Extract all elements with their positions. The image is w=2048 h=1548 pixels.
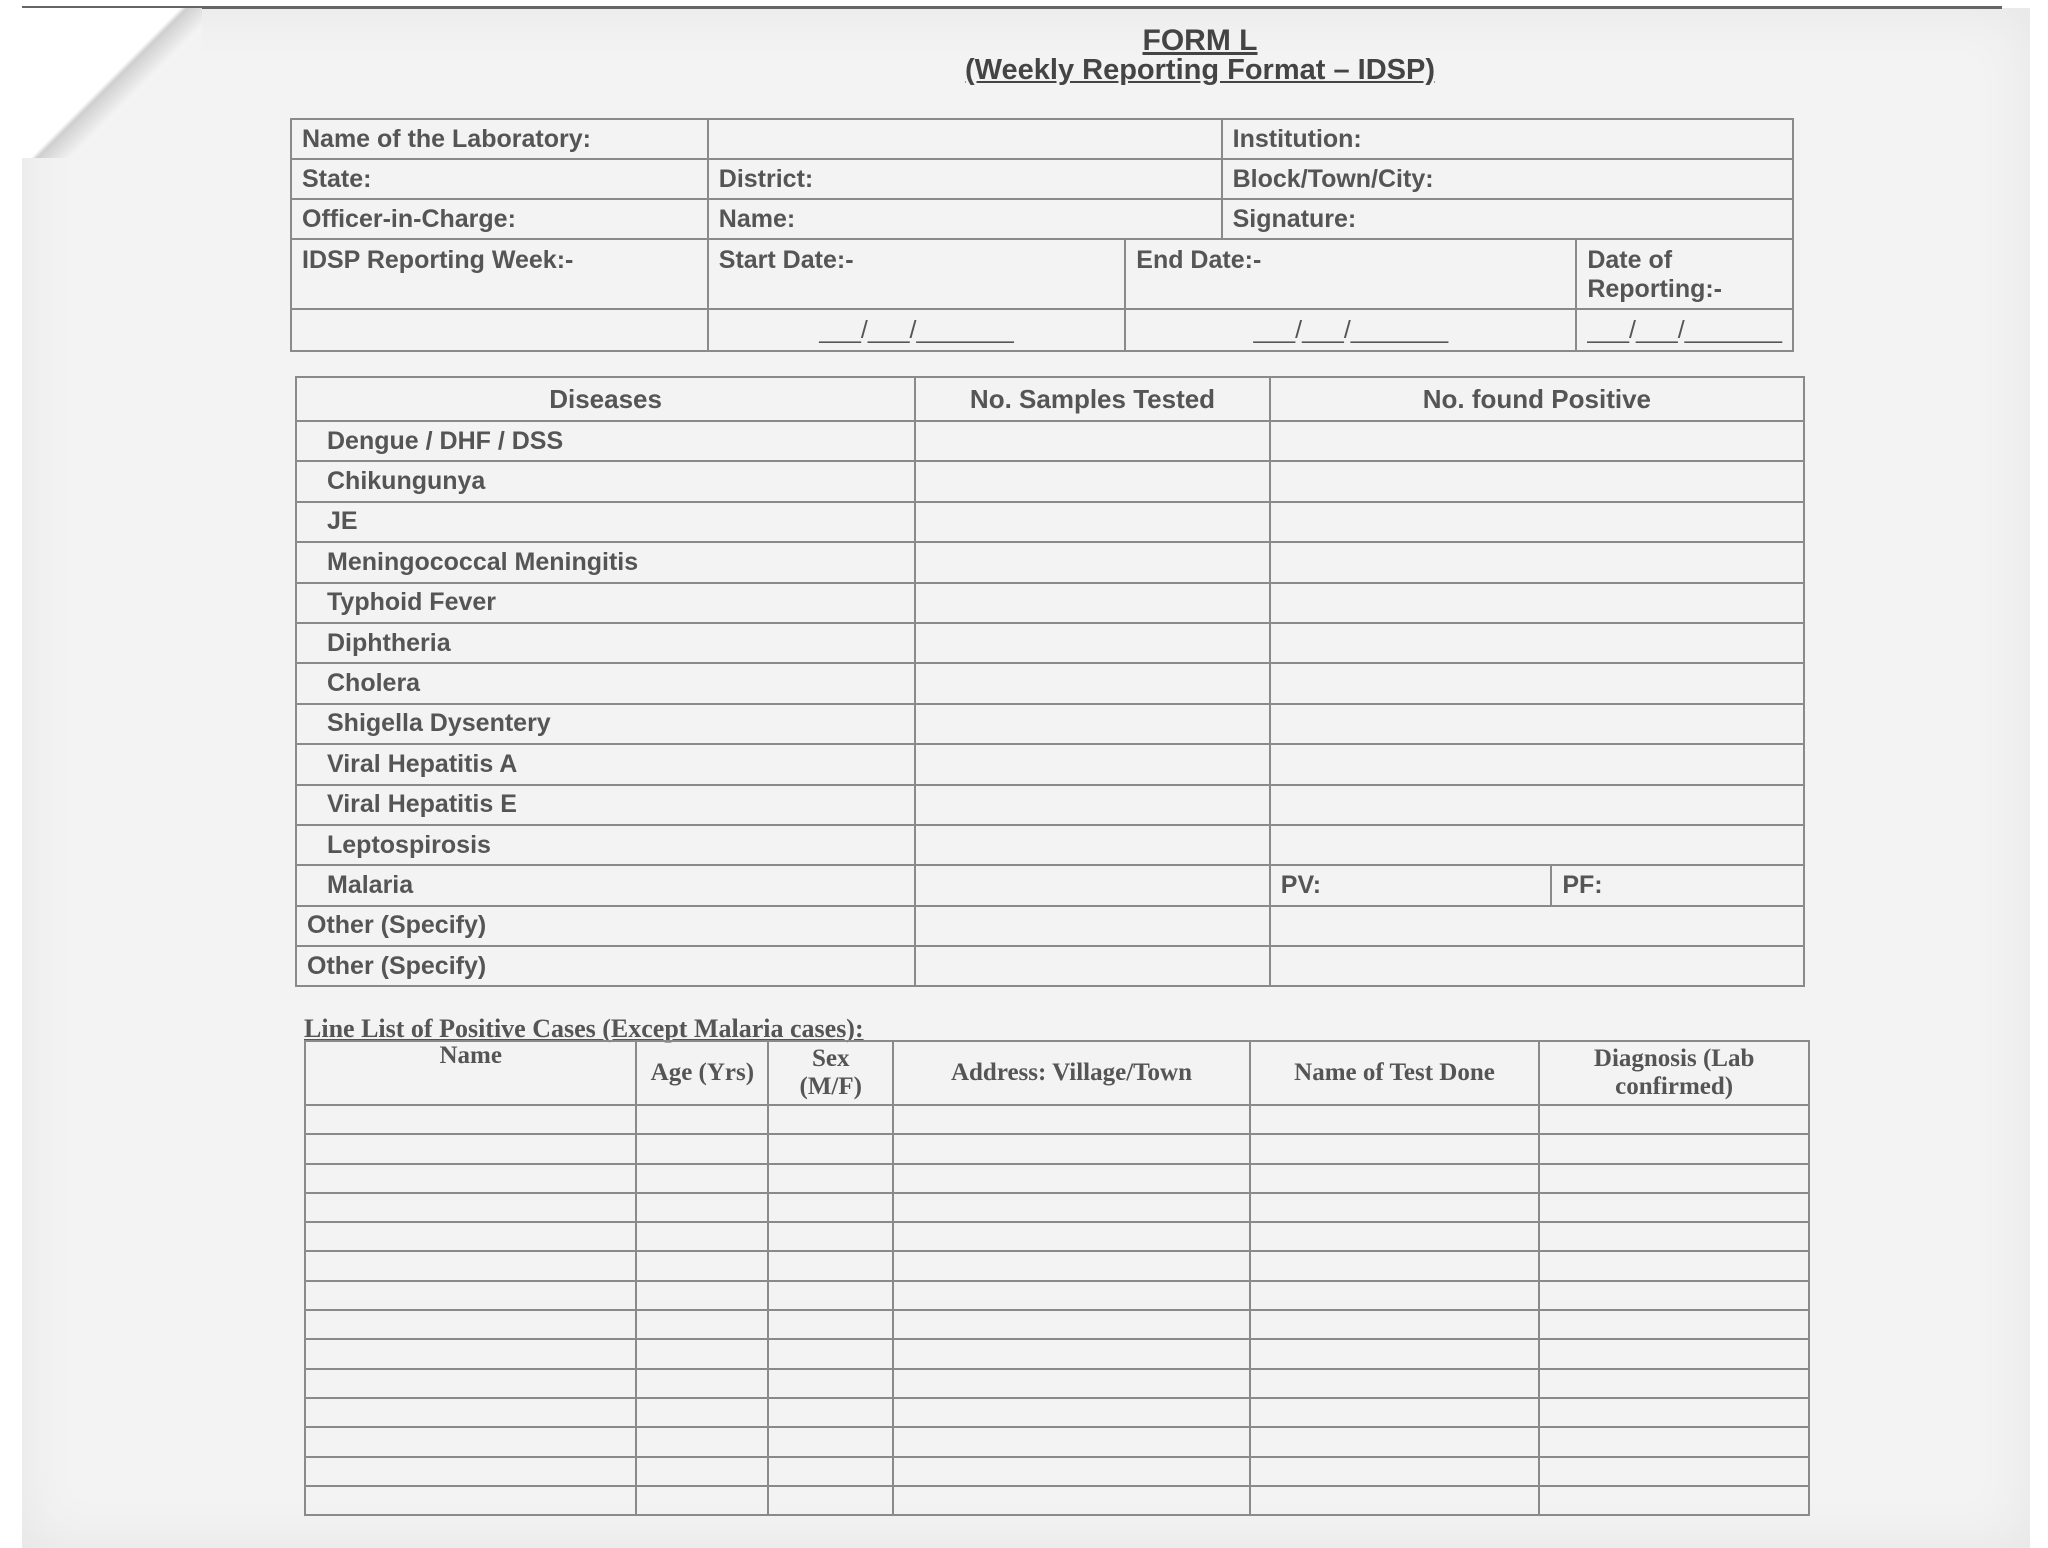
found-positive-cell[interactable]: [1270, 623, 1804, 663]
line-list-cell[interactable]: [1539, 1281, 1809, 1310]
table-row: [305, 1164, 1809, 1193]
line-list-cell[interactable]: [305, 1193, 636, 1222]
form-subtitle: (Weekly Reporting Format – IDSP): [965, 54, 1435, 86]
line-list-cell[interactable]: [768, 1310, 893, 1339]
samples-tested-cell[interactable]: [915, 663, 1270, 703]
line-list-table: [304, 1040, 1810, 1516]
line-list-cell[interactable]: [305, 1281, 636, 1310]
found-positive-cell[interactable]: [1270, 744, 1804, 784]
line-list-cell[interactable]: [305, 1134, 636, 1163]
line-list-cell[interactable]: [1250, 1281, 1540, 1310]
reporting-date-label: Date of Reporting:-: [1576, 239, 1793, 309]
line-list-cell[interactable]: [305, 1339, 636, 1368]
line-list-cell[interactable]: [1539, 1105, 1809, 1134]
found-positive-cell[interactable]: [1270, 421, 1804, 461]
line-list-cell[interactable]: [636, 1281, 768, 1310]
line-list-cell[interactable]: [636, 1105, 768, 1134]
line-list-cell[interactable]: [893, 1398, 1250, 1427]
disease-name: JE: [296, 502, 915, 542]
line-list-cell[interactable]: [893, 1457, 1250, 1486]
samples-tested-cell[interactable]: [915, 542, 1270, 582]
line-list-cell[interactable]: [893, 1164, 1250, 1193]
district-label: District:: [708, 159, 1222, 199]
line-list-cell[interactable]: [893, 1281, 1250, 1310]
line-list-cell[interactable]: [305, 1427, 636, 1456]
pf-cell[interactable]: PF:: [1551, 865, 1804, 905]
line-list-cell[interactable]: [636, 1222, 768, 1251]
found-positive-cell[interactable]: [1270, 825, 1804, 865]
line-list-cell[interactable]: [636, 1310, 768, 1339]
samples-tested-cell[interactable]: [915, 502, 1270, 542]
line-list-cell[interactable]: [1250, 1134, 1540, 1163]
found-positive-cell[interactable]: [1270, 906, 1804, 946]
line-list-cell[interactable]: [768, 1369, 893, 1398]
folded-corner: [22, 8, 202, 158]
found-positive-cell[interactable]: [1270, 663, 1804, 703]
disease-name: Cholera: [296, 663, 915, 703]
table-row: [305, 1339, 1809, 1368]
table-row: [296, 461, 1804, 501]
end-date-label: End Date:-: [1125, 239, 1576, 309]
line-list-cell[interactable]: [305, 1251, 636, 1280]
col-header-name: Name: [305, 1041, 636, 1105]
line-list-cell[interactable]: [1539, 1193, 1809, 1222]
line-list-title: Line List of Positive Cases (Except Malaria cases):: [304, 1014, 864, 1043]
line-list-cell[interactable]: [1539, 1457, 1809, 1486]
disease-name: Typhoid Fever: [296, 583, 915, 623]
disease-name: Meningococcal Meningitis: [296, 542, 915, 582]
found-positive-cell[interactable]: [1270, 542, 1804, 582]
disease-name: Other (Specify): [296, 946, 915, 986]
line-list-cell[interactable]: [305, 1310, 636, 1339]
line-list-cell[interactable]: [636, 1164, 768, 1193]
table-row: [305, 1105, 1809, 1134]
line-list-cell[interactable]: [636, 1486, 768, 1515]
reporting-week-field[interactable]: [291, 309, 708, 351]
line-list-cell[interactable]: [768, 1164, 893, 1193]
table-row: [296, 502, 1804, 542]
table-row: [296, 542, 1804, 582]
found-positive-cell[interactable]: [1270, 461, 1804, 501]
samples-tested-cell[interactable]: [915, 744, 1270, 784]
line-list-cell[interactable]: [768, 1427, 893, 1456]
line-list-cell[interactable]: [1250, 1193, 1540, 1222]
table-row: [296, 906, 1804, 946]
line-list-cell[interactable]: [768, 1193, 893, 1222]
table-row: [296, 825, 1804, 865]
line-list-cell[interactable]: [636, 1457, 768, 1486]
table-row: [291, 239, 1793, 309]
line-list-cell[interactable]: [305, 1486, 636, 1515]
table-row: [296, 946, 1804, 986]
col-header-address: Address: Village/Town: [893, 1041, 1250, 1105]
samples-tested-cell[interactable]: [915, 865, 1270, 905]
table-row: [305, 1193, 1809, 1222]
line-list-cell[interactable]: [305, 1457, 636, 1486]
col-header-found-positive: No. found Positive: [1270, 377, 1804, 421]
table-row: [305, 1369, 1809, 1398]
state-label: State:: [291, 159, 708, 199]
line-list-cell[interactable]: [636, 1427, 768, 1456]
end-date-field[interactable]: ___/___/_______: [1125, 309, 1576, 351]
table-row: [305, 1486, 1809, 1515]
disease-name: Viral Hepatitis E: [296, 785, 915, 825]
disease-name: Diphtheria: [296, 623, 915, 663]
samples-tested-cell[interactable]: [915, 583, 1270, 623]
table-row: [305, 1427, 1809, 1456]
line-list-cell[interactable]: [305, 1369, 636, 1398]
line-list-cell[interactable]: [305, 1105, 636, 1134]
disease-name: Dengue / DHF / DSS: [296, 421, 915, 461]
line-list-cell[interactable]: [893, 1486, 1250, 1515]
samples-tested-cell[interactable]: [915, 785, 1270, 825]
start-date-label: Start Date:-: [708, 239, 1125, 309]
col-header-diagnosis: Diagnosis (Lab confirmed): [1539, 1041, 1809, 1105]
line-list-cell[interactable]: [768, 1251, 893, 1280]
line-list-cell[interactable]: [305, 1222, 636, 1251]
table-row: [291, 159, 1793, 199]
line-list-cell[interactable]: [1250, 1427, 1540, 1456]
table-header-row: [305, 1041, 1809, 1105]
col-header-age: Age (Yrs): [636, 1041, 768, 1105]
block-label: Block/Town/City:: [1222, 159, 1793, 199]
found-positive-cell[interactable]: [1270, 946, 1804, 986]
table-row: [296, 663, 1804, 703]
line-list-cell[interactable]: [305, 1164, 636, 1193]
samples-tested-cell[interactable]: [915, 906, 1270, 946]
table-row: [296, 704, 1804, 744]
table-row: [305, 1310, 1809, 1339]
table-row: [291, 309, 1793, 351]
table-row: [305, 1457, 1809, 1486]
table-header-row: [296, 377, 1804, 421]
line-list-cell[interactable]: [636, 1369, 768, 1398]
line-list-cell[interactable]: [636, 1193, 768, 1222]
samples-tested-cell[interactable]: [915, 825, 1270, 865]
line-list-cell[interactable]: [1539, 1486, 1809, 1515]
start-date-field[interactable]: ___/___/_______: [708, 309, 1125, 351]
line-list-cell[interactable]: [1539, 1310, 1809, 1339]
samples-tested-cell[interactable]: [915, 461, 1270, 501]
line-list-cell[interactable]: [1250, 1105, 1540, 1134]
line-list-cell[interactable]: [768, 1222, 893, 1251]
line-list-cell[interactable]: [893, 1369, 1250, 1398]
institution-label: Institution:: [1222, 119, 1793, 159]
line-list-cell[interactable]: [768, 1105, 893, 1134]
table-row: [296, 744, 1804, 784]
disease-name: Chikungunya: [296, 461, 915, 501]
line-list-cell[interactable]: [1250, 1486, 1540, 1515]
table-row: [291, 199, 1793, 239]
table-row-malaria: [296, 865, 1804, 905]
col-header-samples-tested: No. Samples Tested: [915, 377, 1270, 421]
line-list-cell[interactable]: [893, 1134, 1250, 1163]
samples-tested-cell[interactable]: [915, 623, 1270, 663]
col-header-diseases: Diseases: [296, 377, 915, 421]
samples-tested-cell[interactable]: [915, 421, 1270, 461]
found-positive-cell[interactable]: [1270, 785, 1804, 825]
table-row: [305, 1398, 1809, 1427]
line-list-cell[interactable]: [768, 1281, 893, 1310]
line-list-cell[interactable]: [893, 1222, 1250, 1251]
line-list-cell[interactable]: [893, 1339, 1250, 1368]
line-list-cell[interactable]: [1250, 1457, 1540, 1486]
line-list-cell[interactable]: [768, 1457, 893, 1486]
line-list-cell[interactable]: [1250, 1310, 1540, 1339]
samples-tested-cell[interactable]: [915, 946, 1270, 986]
table-row: [305, 1134, 1809, 1163]
line-list-cell[interactable]: [1250, 1398, 1540, 1427]
lab-name-field[interactable]: [708, 119, 1222, 159]
officer-label: Officer-in-Charge:: [291, 199, 708, 239]
line-list-cell[interactable]: [636, 1251, 768, 1280]
samples-tested-cell[interactable]: [915, 704, 1270, 744]
table-row: [296, 623, 1804, 663]
disease-name: Shigella Dysentery: [296, 704, 915, 744]
line-list-cell[interactable]: [1250, 1222, 1540, 1251]
signature-label: Signature:: [1222, 199, 1793, 239]
line-list-cell[interactable]: [1539, 1369, 1809, 1398]
reporting-week-label: IDSP Reporting Week:-: [291, 239, 708, 309]
line-list-cell[interactable]: [1539, 1398, 1809, 1427]
table-row: [296, 785, 1804, 825]
line-list-cell[interactable]: [893, 1251, 1250, 1280]
table-row: [296, 421, 1804, 461]
lab-name-label: Name of the Laboratory:: [291, 119, 708, 159]
page-edge-line: [22, 6, 2002, 9]
line-list-cell[interactable]: [636, 1339, 768, 1368]
line-list-cell[interactable]: [768, 1134, 893, 1163]
table-row: [291, 119, 1793, 159]
table-row: [305, 1281, 1809, 1310]
line-list-cell[interactable]: [1539, 1339, 1809, 1368]
table-row: [305, 1251, 1809, 1280]
col-header-sex: Sex (M/F): [768, 1041, 893, 1105]
line-list-cell[interactable]: [636, 1134, 768, 1163]
lab-info-table: [290, 118, 1794, 352]
disease-name: Malaria: [296, 865, 915, 905]
col-header-test: Name of Test Done: [1250, 1041, 1540, 1105]
table-row: [305, 1222, 1809, 1251]
line-list-cell[interactable]: [1539, 1251, 1809, 1280]
line-list-cell[interactable]: [893, 1105, 1250, 1134]
line-list-cell[interactable]: [1539, 1222, 1809, 1251]
line-list-cell[interactable]: [768, 1486, 893, 1515]
line-list-cell[interactable]: [768, 1398, 893, 1427]
line-list-cell[interactable]: [1250, 1369, 1540, 1398]
line-list-cell[interactable]: [1539, 1164, 1809, 1193]
found-positive-cell[interactable]: [1270, 583, 1804, 623]
disease-name: Other (Specify): [296, 906, 915, 946]
line-list-cell[interactable]: [1539, 1427, 1809, 1456]
line-list-cell[interactable]: [1539, 1134, 1809, 1163]
line-list-cell[interactable]: [768, 1339, 893, 1368]
table-row: [296, 583, 1804, 623]
line-list-cell[interactable]: [636, 1398, 768, 1427]
line-list-cell[interactable]: [893, 1310, 1250, 1339]
line-list-cell[interactable]: [1250, 1339, 1540, 1368]
officer-name-label: Name:: [708, 199, 1222, 239]
found-positive-cell[interactable]: [1270, 704, 1804, 744]
disease-table: [295, 376, 1805, 987]
disease-name: Leptospirosis: [296, 825, 915, 865]
line-list-cell[interactable]: [893, 1193, 1250, 1222]
line-list-cell[interactable]: [305, 1398, 636, 1427]
reporting-date-field[interactable]: ___/___/_______: [1576, 309, 1793, 351]
disease-name: Viral Hepatitis A: [296, 744, 915, 784]
line-list-cell[interactable]: [1250, 1164, 1540, 1193]
found-positive-cell[interactable]: [1270, 502, 1804, 542]
form-title: FORM L: [1142, 24, 1258, 57]
line-list-cell[interactable]: [893, 1427, 1250, 1456]
line-list-cell[interactable]: [1250, 1251, 1540, 1280]
pv-cell[interactable]: PV:: [1270, 865, 1552, 905]
